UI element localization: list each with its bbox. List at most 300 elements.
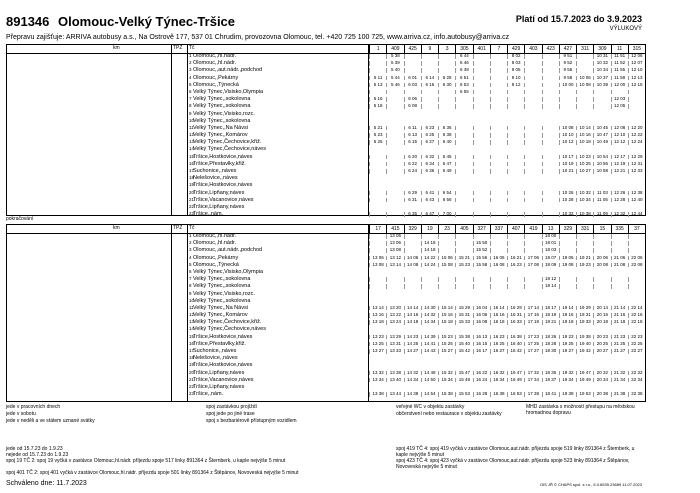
time-cell <box>404 284 421 289</box>
time-cell: 18 37 <box>542 378 559 383</box>
time-cell <box>421 104 438 109</box>
time-cell: 10 34 <box>576 198 593 203</box>
time-cell <box>611 248 628 253</box>
time-cell: 6 06 <box>404 97 421 102</box>
time-cell <box>507 241 524 246</box>
tc-cell: 3 <box>189 67 192 73</box>
trip-number: 401 <box>473 45 490 53</box>
time-cell: 15 49 <box>455 378 472 383</box>
time-cell <box>576 90 593 95</box>
time-cell <box>438 104 455 109</box>
time-cell: 15 53 <box>455 392 472 397</box>
stop-name: Tršice,Přestavlky,křiž. <box>193 160 246 167</box>
time-cell <box>369 248 386 253</box>
time-cell: 13 23 <box>369 335 386 340</box>
time-cell <box>542 140 559 145</box>
time-cell: 10 31 <box>593 54 610 59</box>
time-cell: 12 10 <box>628 68 645 73</box>
time-cell: 5 44 <box>386 76 403 81</box>
approved-date: Schváleno dne: 11.7.2023 <box>6 480 87 487</box>
tc-cell: 14 <box>189 146 195 152</box>
time-cell <box>438 277 455 282</box>
time-cell <box>628 97 645 102</box>
carrier-info: Přepravu zajišťuje: ARRIVA autobusy a.s., Na Ostrově 177, 537 01 Chrudim, provozovna Olomouc, tel. +420 725 100 725, www.arriva.cz, info.autobusy@arriva.cz <box>6 34 510 41</box>
time-cell: 13 33 <box>386 349 403 354</box>
tc-cell: 6 <box>189 88 192 94</box>
time-cell: 6 29 <box>404 191 421 196</box>
time-cell <box>386 140 403 145</box>
trip-number: 329 <box>559 225 576 233</box>
time-cell: 16 14 <box>490 306 507 311</box>
time-cell: 19 23 <box>576 263 593 268</box>
time-cell: 8 02 <box>507 54 524 59</box>
legend-sunday: jede v neděli a ve státem uznané svátky <box>6 418 95 424</box>
tc-cell: 21 <box>189 196 195 202</box>
trip-number: 311 <box>576 45 593 53</box>
table-row <box>7 169 645 176</box>
time-cell: 9 55 <box>559 68 576 73</box>
stop-name: Velký Týnec,,Na Návsi <box>193 304 248 311</box>
time-cell <box>473 162 490 167</box>
table-row <box>7 61 645 68</box>
table-row <box>7 119 645 126</box>
time-cell <box>576 68 593 73</box>
tc-cell: 12 <box>189 312 195 318</box>
time-cell <box>593 248 610 253</box>
time-cell: 10 28 <box>559 198 576 203</box>
time-cell: 6 38 <box>438 133 455 138</box>
time-cell <box>507 191 524 196</box>
time-cell: 20 32 <box>593 371 610 376</box>
tc-cell: 9 <box>189 290 192 296</box>
time-cell: 10 26 <box>559 191 576 196</box>
time-cell: 10 10 <box>559 133 576 138</box>
table-row <box>7 183 645 190</box>
time-cell: 10 16 <box>576 133 593 138</box>
time-cell <box>542 191 559 196</box>
legend-passes: spoj zastávkou projíždí <box>206 404 257 410</box>
time-cell: 16 31 <box>507 313 524 318</box>
time-cell <box>438 61 455 66</box>
time-cell <box>386 212 403 217</box>
time-cell: 6 03 <box>404 83 421 88</box>
time-cell: 12 07 <box>628 61 645 66</box>
time-cell <box>628 248 645 253</box>
time-cell <box>386 284 403 289</box>
time-cell: 18 03 <box>542 248 559 253</box>
time-cell: 21 23 <box>611 335 628 340</box>
time-cell <box>490 61 507 66</box>
table-row <box>7 83 645 90</box>
time-cell: 6 54 <box>438 191 455 196</box>
tc-cell: 4 <box>189 254 192 260</box>
time-cell: 14 16 <box>404 313 421 318</box>
time-cell: 6 47 <box>421 212 438 217</box>
time-cell <box>369 284 386 289</box>
time-cell <box>404 248 421 253</box>
time-cell: 18 35 <box>542 371 559 376</box>
stop-name: Tršice,Lipňany,náves <box>193 369 245 376</box>
time-cell: 12 22 <box>628 133 645 138</box>
route-number: 891346 <box>6 14 50 29</box>
table-row <box>7 284 645 291</box>
time-cell: 14 18 <box>421 248 438 253</box>
time-cell: 19 42 <box>576 349 593 354</box>
time-cell <box>490 83 507 88</box>
time-cell: 19 27 <box>559 349 576 354</box>
time-cell <box>507 90 524 95</box>
time-cell: 16 06 <box>490 256 507 261</box>
time-cell <box>473 133 490 138</box>
trip-number: 1 <box>369 45 386 53</box>
time-cell: 12 44 <box>628 212 645 217</box>
trip-number: 7 <box>490 45 507 53</box>
time-cell <box>542 68 559 73</box>
time-cell: 14 24 <box>421 263 438 268</box>
time-cell: 20 25 <box>593 342 610 347</box>
time-cell: 6 23 <box>421 126 438 131</box>
tc-cell: 13 <box>189 139 195 145</box>
time-cell <box>473 61 490 66</box>
time-cell <box>507 277 524 282</box>
tc-cell: 16 <box>189 340 195 346</box>
time-cell <box>490 169 507 174</box>
stop-name: Tršice,Lipňany,náves <box>193 383 245 390</box>
time-cell: 21 14 <box>611 306 628 311</box>
time-cell <box>542 155 559 160</box>
time-cell: 13 25 <box>369 342 386 347</box>
time-cell: 16 27 <box>490 349 507 354</box>
time-cell: 21 16 <box>611 313 628 318</box>
validity: Platí od 15.7.2023 do 3.9.2023 <box>515 14 642 24</box>
time-cell: 19 14 <box>559 306 576 311</box>
time-cell: 14 32 <box>404 371 421 376</box>
stop-name: Velký Týnec,,Komárov <box>193 132 248 139</box>
time-cell <box>611 90 628 95</box>
time-cell: 22 32 <box>628 371 645 376</box>
time-cell <box>438 54 455 59</box>
time-cell: 14 08 <box>404 263 421 268</box>
time-cell <box>404 54 421 59</box>
time-cell <box>473 83 490 88</box>
time-cell: 15 06 <box>438 256 455 261</box>
time-cell <box>473 104 490 109</box>
time-cell <box>559 234 576 239</box>
tc-cell: 1 <box>189 53 192 58</box>
time-cell: 18 21 <box>542 320 559 325</box>
timetable-section-a <box>6 44 646 216</box>
time-cell: 12 28 <box>611 198 628 203</box>
tc-cell: 3 <box>189 247 192 253</box>
time-cell: 6 36 <box>421 169 438 174</box>
tc-cell: 18 <box>189 355 195 361</box>
time-cell: 12 17 <box>611 155 628 160</box>
time-cell: 13 14 <box>369 306 386 311</box>
time-cell <box>404 68 421 73</box>
stop-name: Olomouc,,hl.nádr. <box>193 53 237 59</box>
time-cell: 11 58 <box>611 76 628 81</box>
time-cell <box>524 198 541 203</box>
note-2: nejede od 15.7.23 do 1.9.23 <box>6 452 69 458</box>
time-cell <box>386 133 403 138</box>
time-cell: 16 24 <box>473 378 490 383</box>
tc-cell: 22 <box>189 383 195 389</box>
stop-name: Velký Týnec,Čechovice,náves <box>193 326 266 333</box>
time-cell: 16 23 <box>490 335 507 340</box>
time-cell: 11 51 <box>611 54 628 59</box>
time-cell <box>576 234 593 239</box>
time-cell: 22 16 <box>628 313 645 318</box>
stop-name: Velký Týnec,Čechovice,náves <box>193 146 266 153</box>
time-cell: 21 38 <box>611 392 628 397</box>
tc-cell: 15 <box>189 153 195 159</box>
time-cell <box>386 198 403 203</box>
time-cell <box>490 76 507 81</box>
time-cell <box>490 198 507 203</box>
table-row <box>7 126 645 133</box>
time-cell: 15 38 <box>455 335 472 340</box>
trip-number: 37 <box>628 225 645 233</box>
table-row <box>7 292 645 299</box>
time-cell: 18 14 <box>542 284 559 289</box>
time-cell <box>628 277 645 282</box>
time-cell: 16 38 <box>490 392 507 397</box>
time-cell: 19 40 <box>576 342 593 347</box>
table-row <box>7 76 645 83</box>
time-cell <box>524 97 541 102</box>
stop-name: Velký Týnec,Visisko,Olympia <box>193 268 264 275</box>
time-cell: 9 51 <box>559 54 576 59</box>
time-cell: 6 01 <box>404 76 421 81</box>
time-cell <box>438 248 455 253</box>
time-cell: 18 28 <box>542 342 559 347</box>
time-cell: 20 27 <box>593 349 610 354</box>
time-cell: 12 19 <box>611 162 628 167</box>
time-cell: 12 13 <box>628 76 645 81</box>
time-cell <box>507 126 524 131</box>
time-cell: 18 19 <box>542 313 559 318</box>
time-cell: 12 33 <box>628 169 645 174</box>
time-cell <box>490 284 507 289</box>
time-cell: 6 44 <box>455 54 472 59</box>
time-cell <box>507 248 524 253</box>
trip-number: 3 <box>438 45 455 53</box>
time-cell: 13 12 <box>386 256 403 261</box>
time-cell: 6 13 <box>404 133 421 138</box>
stop-name: Tršice,Hostkovice,náves <box>193 362 253 369</box>
time-cell: 5 13 <box>369 83 386 88</box>
time-cell: 6 45 <box>438 155 455 160</box>
tc-cell: 2 <box>189 240 192 246</box>
trip-number: 425 <box>404 45 421 53</box>
time-cell: 15 47 <box>455 371 472 376</box>
time-cell: 5 23 <box>369 133 386 138</box>
stop-name: Velký Týnec,Visisko,rozc. <box>193 290 255 297</box>
time-cell: 5 40 <box>386 68 403 73</box>
time-cell: 19 33 <box>576 320 593 325</box>
time-cell <box>542 212 559 217</box>
time-cell <box>455 97 472 102</box>
trip-number: 315 <box>628 45 645 53</box>
tc-cell: 9 <box>189 110 192 116</box>
time-cell: 14 18 <box>404 320 421 325</box>
tc-cell: 17 <box>189 348 195 353</box>
time-cell: 16 34 <box>490 378 507 383</box>
time-cell: 22 27 <box>628 349 645 354</box>
time-cell: 20 14 <box>593 306 610 311</box>
time-cell <box>628 284 645 289</box>
time-cell: 16 23 <box>507 263 524 268</box>
table-row <box>7 320 645 327</box>
time-cell: 6 32 <box>421 155 438 160</box>
time-cell <box>455 104 472 109</box>
time-cell <box>473 68 490 73</box>
table-row <box>7 349 645 356</box>
time-cell: 14 30 <box>421 306 438 311</box>
tc-cell: 7 <box>189 96 192 102</box>
stop-name: Tršice,,nám. <box>193 391 224 398</box>
time-cell: 21 34 <box>611 378 628 383</box>
time-cell: 6 28 <box>438 76 455 81</box>
time-cell <box>455 162 472 167</box>
tc-cell: 23 <box>189 211 195 217</box>
time-cell <box>369 61 386 66</box>
time-cell: 17 18 <box>524 320 541 325</box>
time-cell: 6 20 <box>404 155 421 160</box>
time-cell <box>369 212 386 217</box>
time-cell: 6 53 <box>455 83 472 88</box>
time-cell: 18 12 <box>542 277 559 282</box>
time-cell: 12 32 <box>611 212 628 217</box>
time-cell: 16 47 <box>507 371 524 376</box>
tc-cell: 23 <box>189 391 195 397</box>
time-cell: 6 48 <box>455 68 472 73</box>
time-cell <box>473 234 490 239</box>
time-cell: 6 46 <box>455 61 472 66</box>
table-row <box>7 378 645 385</box>
time-cell <box>524 68 541 73</box>
tc-cell: 4 <box>189 74 192 80</box>
stop-name: Velký Týnec,Čechovice,křiž. <box>193 319 262 326</box>
tc-cell: 1 <box>189 233 192 238</box>
time-cell <box>611 277 628 282</box>
time-cell: 14 22 <box>421 256 438 261</box>
trip-number: 15 <box>593 225 610 233</box>
trip-number: 427 <box>559 45 576 53</box>
time-cell: 18 30 <box>542 349 559 354</box>
route-title: Olomouc-Velký Týnec-Tršice <box>58 14 236 29</box>
time-cell: 12 29 <box>628 155 645 160</box>
time-cell: 14 32 <box>421 313 438 318</box>
time-cell <box>524 241 541 246</box>
table-row <box>7 112 645 119</box>
time-cell: 13 40 <box>386 378 403 383</box>
stop-name: Velký Týnec,,sokolovna <box>193 117 251 124</box>
time-cell: 12 31 <box>628 162 645 167</box>
time-cell <box>593 277 610 282</box>
trip-number: 409 <box>386 45 403 53</box>
time-cell <box>455 155 472 160</box>
time-cell: 14 43 <box>421 349 438 354</box>
stop-name: Nelešovice,,náves <box>193 355 238 362</box>
time-cell <box>593 104 610 109</box>
trip-number: 331 <box>576 225 593 233</box>
time-cell: 14 14 <box>404 306 421 311</box>
time-cell: 16 17 <box>473 349 490 354</box>
time-cell: 13 06 <box>369 256 386 261</box>
time-cell: 16 22 <box>473 371 490 376</box>
time-cell: 16 08 <box>473 320 490 325</box>
column-header <box>7 45 645 54</box>
legend-other-route: spoj jede po jiné trase <box>206 411 255 417</box>
table-row <box>7 392 645 399</box>
time-cell: 14 50 <box>421 378 438 383</box>
tc-cell: 16 <box>189 160 195 166</box>
tc-cell: 5 <box>189 261 192 267</box>
stop-name: Olomouc,,Pekárny <box>193 254 239 261</box>
time-cell: 19 38 <box>576 335 593 340</box>
time-cell: 13 32 <box>369 371 386 376</box>
time-cell: 15 34 <box>438 378 455 383</box>
tc-cell: 17 <box>189 168 195 173</box>
time-cell: 6 49 <box>438 169 455 174</box>
time-cell: 5 16 <box>369 97 386 102</box>
time-cell <box>524 126 541 131</box>
time-cell: 17 27 <box>524 349 541 354</box>
time-cell: 21 27 <box>611 349 628 354</box>
time-cell <box>421 68 438 73</box>
time-cell: 18 00 <box>542 234 559 239</box>
stop-name: Olomouc,,Týnecká <box>193 81 239 88</box>
tc-cell: 6 <box>189 268 192 274</box>
time-cell <box>628 104 645 109</box>
time-cell <box>473 284 490 289</box>
time-cell: 14 38 <box>404 392 421 397</box>
time-cell: 20 08 <box>593 263 610 268</box>
time-cell <box>404 277 421 282</box>
time-cell <box>524 104 541 109</box>
time-cell: 13 22 <box>386 313 403 318</box>
time-cell <box>438 284 455 289</box>
table-row <box>7 147 645 154</box>
stop-name: Olomouc,,aut.nádr.,podchod <box>193 247 263 254</box>
time-cell <box>542 97 559 102</box>
time-cell: 11 09 <box>593 212 610 217</box>
time-cell <box>473 277 490 282</box>
time-cell: 16 29 <box>507 306 524 311</box>
time-cell <box>576 277 593 282</box>
tc-cell: 8 <box>189 103 192 109</box>
time-cell: 6 47 <box>438 162 455 167</box>
time-cell <box>559 90 576 95</box>
time-cell: 21 18 <box>611 320 628 325</box>
time-cell: 16 15 <box>473 342 490 347</box>
time-cell: 14 48 <box>421 371 438 376</box>
time-cell: 8 03 <box>507 61 524 66</box>
time-cell: 22 23 <box>628 335 645 340</box>
time-cell: 13 18 <box>369 320 386 325</box>
time-cell: 20 16 <box>593 313 610 318</box>
time-cell: 11 03 <box>593 191 610 196</box>
time-cell <box>524 140 541 145</box>
time-cell: 12 40 <box>628 198 645 203</box>
time-cell <box>473 191 490 196</box>
time-cell: 6 14 <box>421 76 438 81</box>
time-cell: 9 58 <box>559 76 576 81</box>
time-cell: 16 53 <box>507 392 524 397</box>
time-cell: 10 32 <box>593 61 610 66</box>
time-cell: 12 06 <box>628 54 645 59</box>
